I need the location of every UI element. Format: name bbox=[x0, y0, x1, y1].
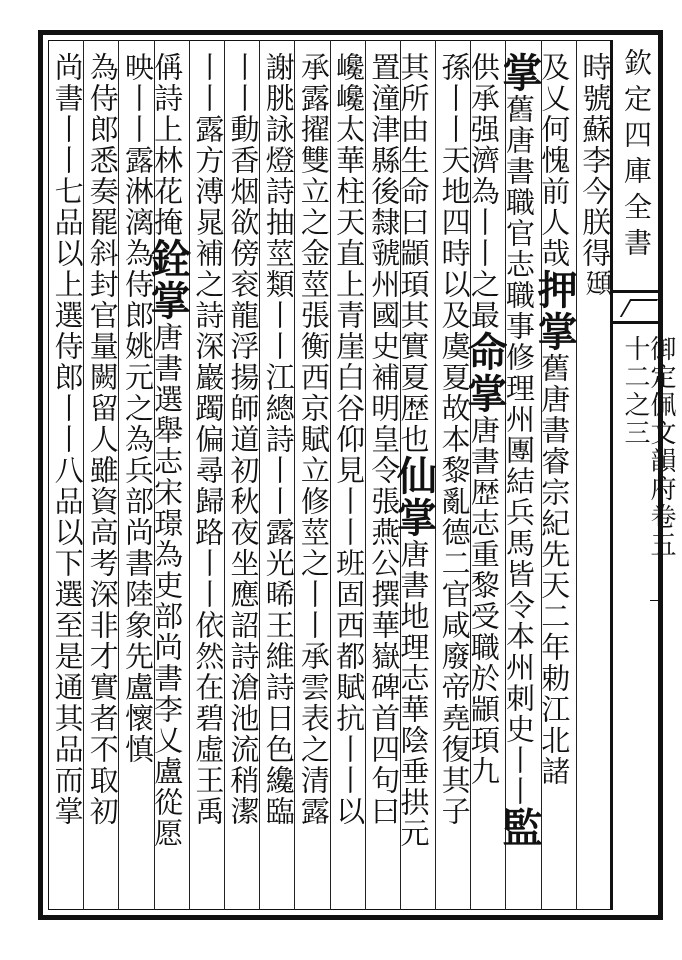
text-run: 承露擢雙立之金莖張衡西京賦立修莖之丨丨承雲表之清露 bbox=[296, 52, 331, 827]
text-run: 為侍郎姚元之為兵部尚書陸象先盧懷慎 bbox=[120, 238, 155, 765]
text-run: 映丨丨露淋漓 bbox=[120, 52, 155, 238]
text-column bbox=[366, 52, 402, 902]
text-column bbox=[144, 52, 192, 902]
text-column bbox=[296, 52, 331, 902]
text-column bbox=[226, 52, 261, 902]
banxin-section bbox=[622, 335, 674, 585]
fish-tail-mark bbox=[611, 290, 663, 324]
banxin-title: 欽定四庫全書 bbox=[620, 48, 653, 264]
text-run: 丨丨露方溥晁補之詩深巖躅偏尋歸路丨丨依然在碧虛王禹 bbox=[191, 52, 226, 827]
entry-headword: 監 bbox=[496, 807, 544, 849]
text-run: 其所由生命曰顓頊其實夏歴也 bbox=[396, 52, 431, 455]
banxin-book: 御定佩文韻府 bbox=[646, 335, 676, 503]
text-column bbox=[390, 52, 438, 902]
text-column bbox=[460, 52, 508, 902]
text-run: 舊唐書睿宗紀先天二年勅江北諸 bbox=[537, 353, 572, 787]
text-column bbox=[437, 52, 472, 902]
text-run: 丨丨動香烟欲傍衮龍浮揚師道初秋夜坐應詔詩滄池流稍潔 bbox=[226, 52, 261, 827]
text-column bbox=[331, 52, 367, 902]
text-run: 供承强濟為丨丨之最 bbox=[466, 52, 501, 331]
text-run: 黎亂德二官咸廢帝堯復其子 bbox=[437, 455, 472, 827]
entry-headword: 命掌 bbox=[460, 331, 508, 415]
text-column bbox=[120, 52, 155, 902]
text-run: 唐書歴志重黎受職於顓頊九 bbox=[466, 415, 501, 787]
entry-headword: 銓掌 bbox=[144, 238, 192, 322]
entry-headword: 仙掌 bbox=[390, 455, 438, 539]
text-run: 置潼津縣後隸虢州國史補明皇令張燕公撰華嶽碑首四句曰 bbox=[367, 52, 402, 827]
banxin-rule bbox=[650, 600, 662, 601]
text-column bbox=[261, 52, 296, 902]
text-run: 唐書選舉志宋璟為吏部尚書李乂盧從愿 bbox=[150, 322, 185, 849]
text-run: 州團結兵馬皆令本州刺史丨丨 bbox=[502, 404, 537, 807]
text-run: 謝朓詠燈詩抽莖類丨丨江總詩丨丨露光晞王維詩日色纔臨 bbox=[261, 52, 296, 827]
text-run: 尚書丨丨七品以上選侍郎丨丨八品以下選至是通其品而掌 bbox=[50, 52, 85, 827]
text-column bbox=[190, 52, 226, 902]
text-run: 孫丨丨天地四時以及虞夏故本 bbox=[437, 52, 472, 455]
text-column bbox=[531, 52, 579, 902]
text-run: 舊唐書職官志職事修理 bbox=[502, 94, 537, 404]
text-run: 為侍郎悉奏罷斜封官量闕留人雖資高考深非才實者不取初 bbox=[85, 52, 120, 827]
text-run: 偁詩上林花掩 bbox=[150, 52, 185, 238]
entry-headword: 押掌 bbox=[531, 269, 579, 353]
text-column bbox=[577, 52, 613, 902]
banxin-volume: 卷五十二之三 bbox=[620, 335, 676, 559]
text-column bbox=[50, 52, 85, 902]
entry-headword: 掌 bbox=[496, 52, 544, 94]
text-run: 及乂何愧前人哉 bbox=[537, 52, 572, 269]
text-run: 巉巉太華柱天直上青崖白谷仰見丨丨班固西都賦抗丨丨以 bbox=[332, 52, 367, 827]
text-column bbox=[85, 52, 120, 902]
text-run: 唐書地理志華陰垂拱元 bbox=[396, 539, 431, 849]
text-run: 頲 bbox=[580, 269, 612, 298]
text-run: 時號蘇李今朕得 bbox=[578, 52, 613, 269]
text-column bbox=[496, 52, 544, 902]
